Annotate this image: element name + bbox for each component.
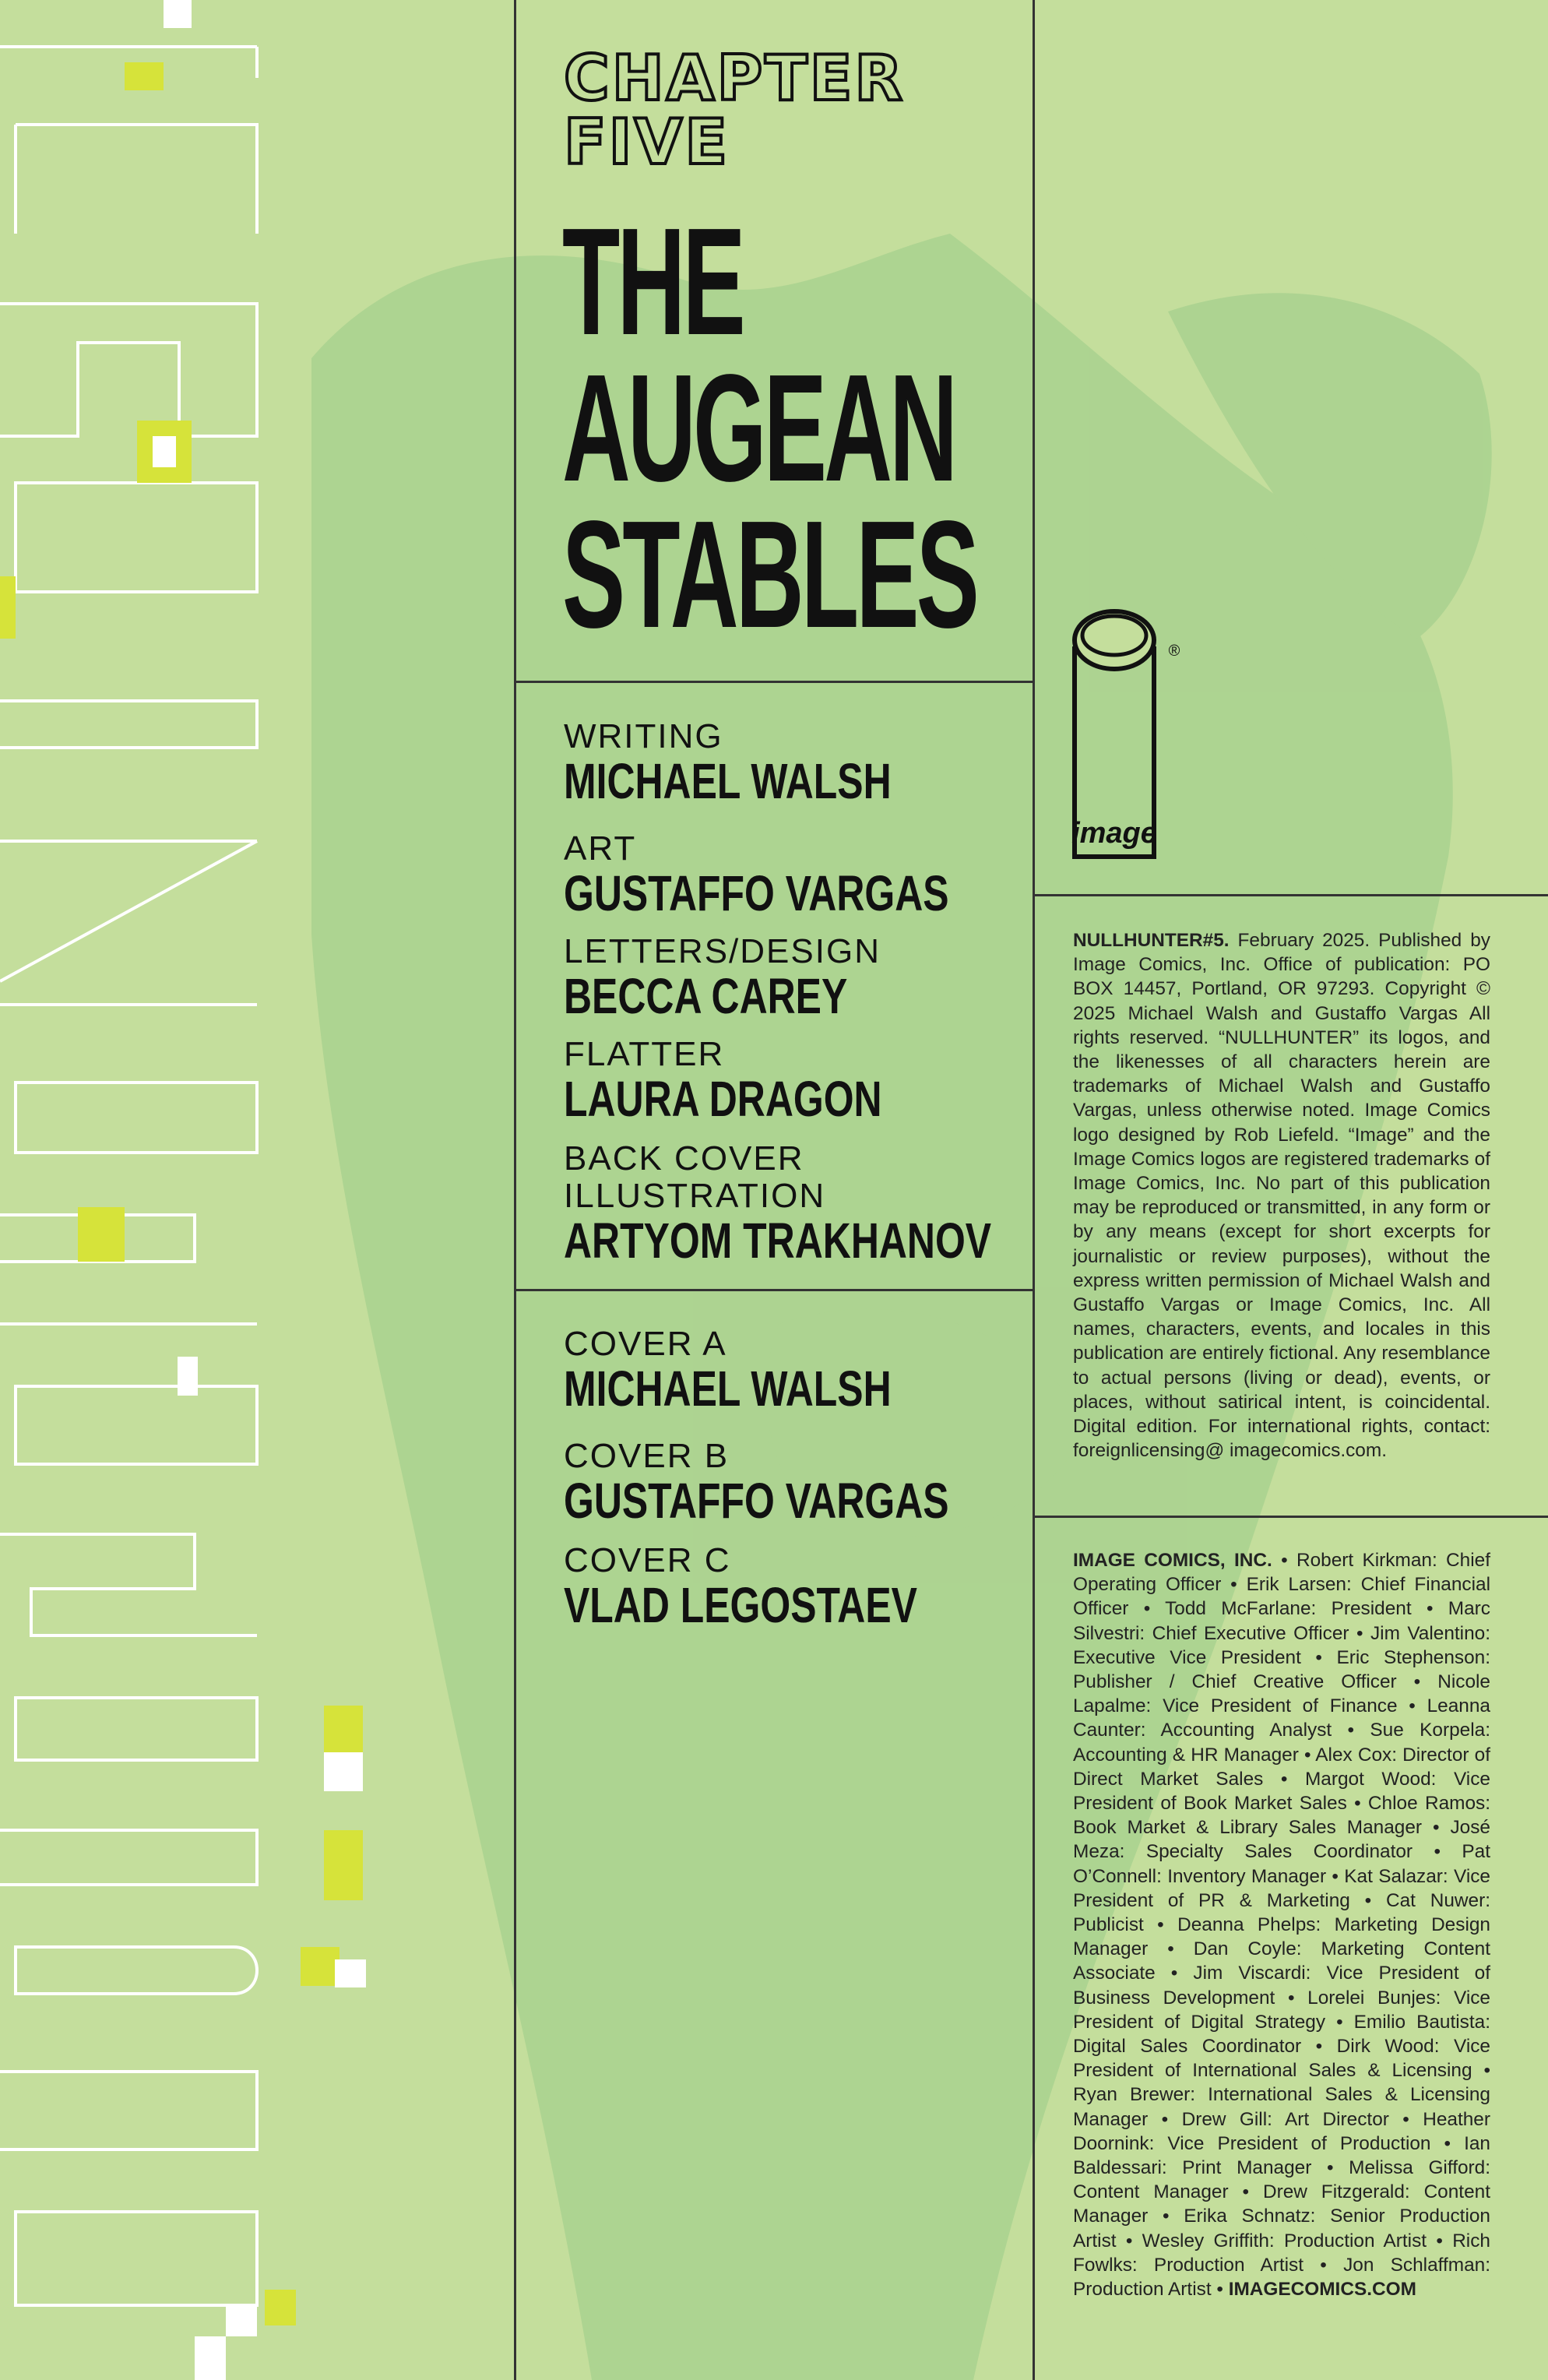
divider-title-credits	[514, 681, 1035, 683]
credit-name: LAURA DRAGON	[564, 1071, 882, 1127]
cover-name: GUSTAFFO VARGAS	[564, 1473, 949, 1529]
chapter-number: FIVE	[564, 106, 730, 178]
credit-role: BACK COVER	[564, 1139, 804, 1178]
credit-art	[564, 830, 1057, 919]
legal-body: February 2025. Published by Image Comics, Inc. Office of publication: PO BOX 14457, Portland, OR 97293. Copyright © 2025 Michael Walsh and Gustaffo Vargas All rights reserved. “NULLHUNTER” its logos, and the likenesses of all characters herein are trademarks of Michael Walsh and Gustaffo Vargas, unless otherwise noted. Image Comics logo designed by Rob Liefeld. “Image” and the Image Comics logos are registered trademarks of Image Comics, Inc. No part of this publication may be reproduced or transmitted, in any form or by any means (except for short excerpts for journalistic or review purposes), without the express written permission of Michael Walsh and Gustaffo Vargas or Image Comics, Inc. All names, characters, events, and locales in this publication are entirely fictional. Any resemblance to actual persons (living or dead), events, or places, without satirical intent, is coincidental. Digital edition. For international rights, contact: foreignlicensing@ imagecomics.com.	[1073, 930, 1490, 1462]
cover-role: COVER A	[564, 1325, 727, 1363]
image-comics-logo	[1071, 607, 1188, 861]
divider-legal-staff	[1033, 1516, 1548, 1518]
credit-role: WRITING	[564, 717, 723, 755]
divider-credits-covers	[514, 1289, 1035, 1291]
cover-credit-b	[564, 1437, 1057, 1529]
credit-writing	[564, 718, 983, 807]
staff-body: • Robert Kirkman: Chief Operating Officer • Erik Larsen: Chief Financial Officer • Todd McFarlane: President • Marc Silvestri: Chief Executive Officer • Jim Valentino: Executive Vice President • Eric Stephenson: Publisher / Chief Creative Officer • Nicole Lapalme: Vice President of Finance • Leanna Caunter: Accounting Analyst • Sue Korpela: Accounting & HR Manager • Alex Cox: Director of Direct Market Sales • Margot Wood: Vice President of Book Market Sales • Chloe Ramos: Book Market & Library Sales Manager • José Meza: Specialty Sales Coordinator • Pat O’Connell: Inventory Manager • Kat Salazar: Vice President of PR & Marketing • Cat Nuwer: Publicist • Deanna Phelps: Marketing Design Manager • Dan Coyle: Marketing Content Associate • Jim Viscardi: Vice President of Business Development • Lorelei Bunjes: Vice President of Digital Strategy • Emilio Bautista: Digital Sales Coordinator • Dirk Wood: Vice President of International Sales & Licensing • Ryan Brewer: International Sales & Licensing Manager • Drew Gill: Art Director • Heather Doornink: Vice President of Production • Ian Baldessari: Print Manager • Melissa Gifford: Content Manager • Drew Fitzgerald: Content Manager • Erika Schnatz: Senior Production Artist • Wesley Griffith: Production Artist • Rich Fowlks: Production Artist • Jon Schlaffman: Production Artist •	[1073, 1550, 1490, 2301]
cover-role: COVER B	[564, 1437, 730, 1475]
credit-role: ART	[564, 829, 637, 868]
chapter-label: CHAPTER	[564, 42, 906, 114]
credit-name: MICHAEL WALSH	[564, 753, 892, 809]
credit-name: ARTYOM TRAKHANOV	[564, 1213, 992, 1269]
publisher-website: IMAGECOMICS.COM	[1223, 2279, 1416, 2301]
cover-credit-c	[564, 1542, 1017, 1631]
publisher-label: IMAGE COMICS, INC.	[1073, 1550, 1272, 1571]
credit-letters-design	[564, 933, 927, 1022]
credit-role-line-2: ILLUSTRATION	[564, 1177, 826, 1215]
title-line-2: AUGEAN	[562, 343, 955, 513]
cover-name: MICHAEL WALSH	[564, 1361, 892, 1417]
title-line-3: STABLES	[562, 489, 977, 660]
staff-list	[1073, 1548, 1490, 2301]
nullhunter-outline-letters	[0, 47, 257, 2305]
credit-flatter	[564, 1036, 972, 1125]
credit-role: LETTERS/DESIGN	[564, 932, 881, 970]
registered-mark: ®	[1168, 643, 1180, 660]
cover-role: COVER C	[564, 1541, 731, 1579]
cover-name: VLAD LEGOSTAEV	[564, 1577, 917, 1633]
credit-role: FLATTER	[564, 1035, 725, 1073]
story-title	[562, 196, 977, 660]
title-line-1: THE	[562, 196, 743, 367]
credit-back-cover	[564, 1139, 1112, 1269]
logo-wordmark: image	[1071, 817, 1157, 850]
credit-name: BECCA CAREY	[564, 968, 848, 1024]
credit-name: GUSTAFFO VARGAS	[564, 865, 949, 921]
column-divider-left	[514, 0, 516, 2380]
cover-credit-a	[564, 1325, 983, 1417]
issue-label: NULLHUNTER#5.	[1073, 930, 1230, 951]
accent-blocks	[0, 0, 366, 2380]
divider-logo-legal	[1033, 894, 1548, 896]
legal-indicia	[1073, 928, 1490, 1463]
chapter-heading	[564, 42, 906, 178]
